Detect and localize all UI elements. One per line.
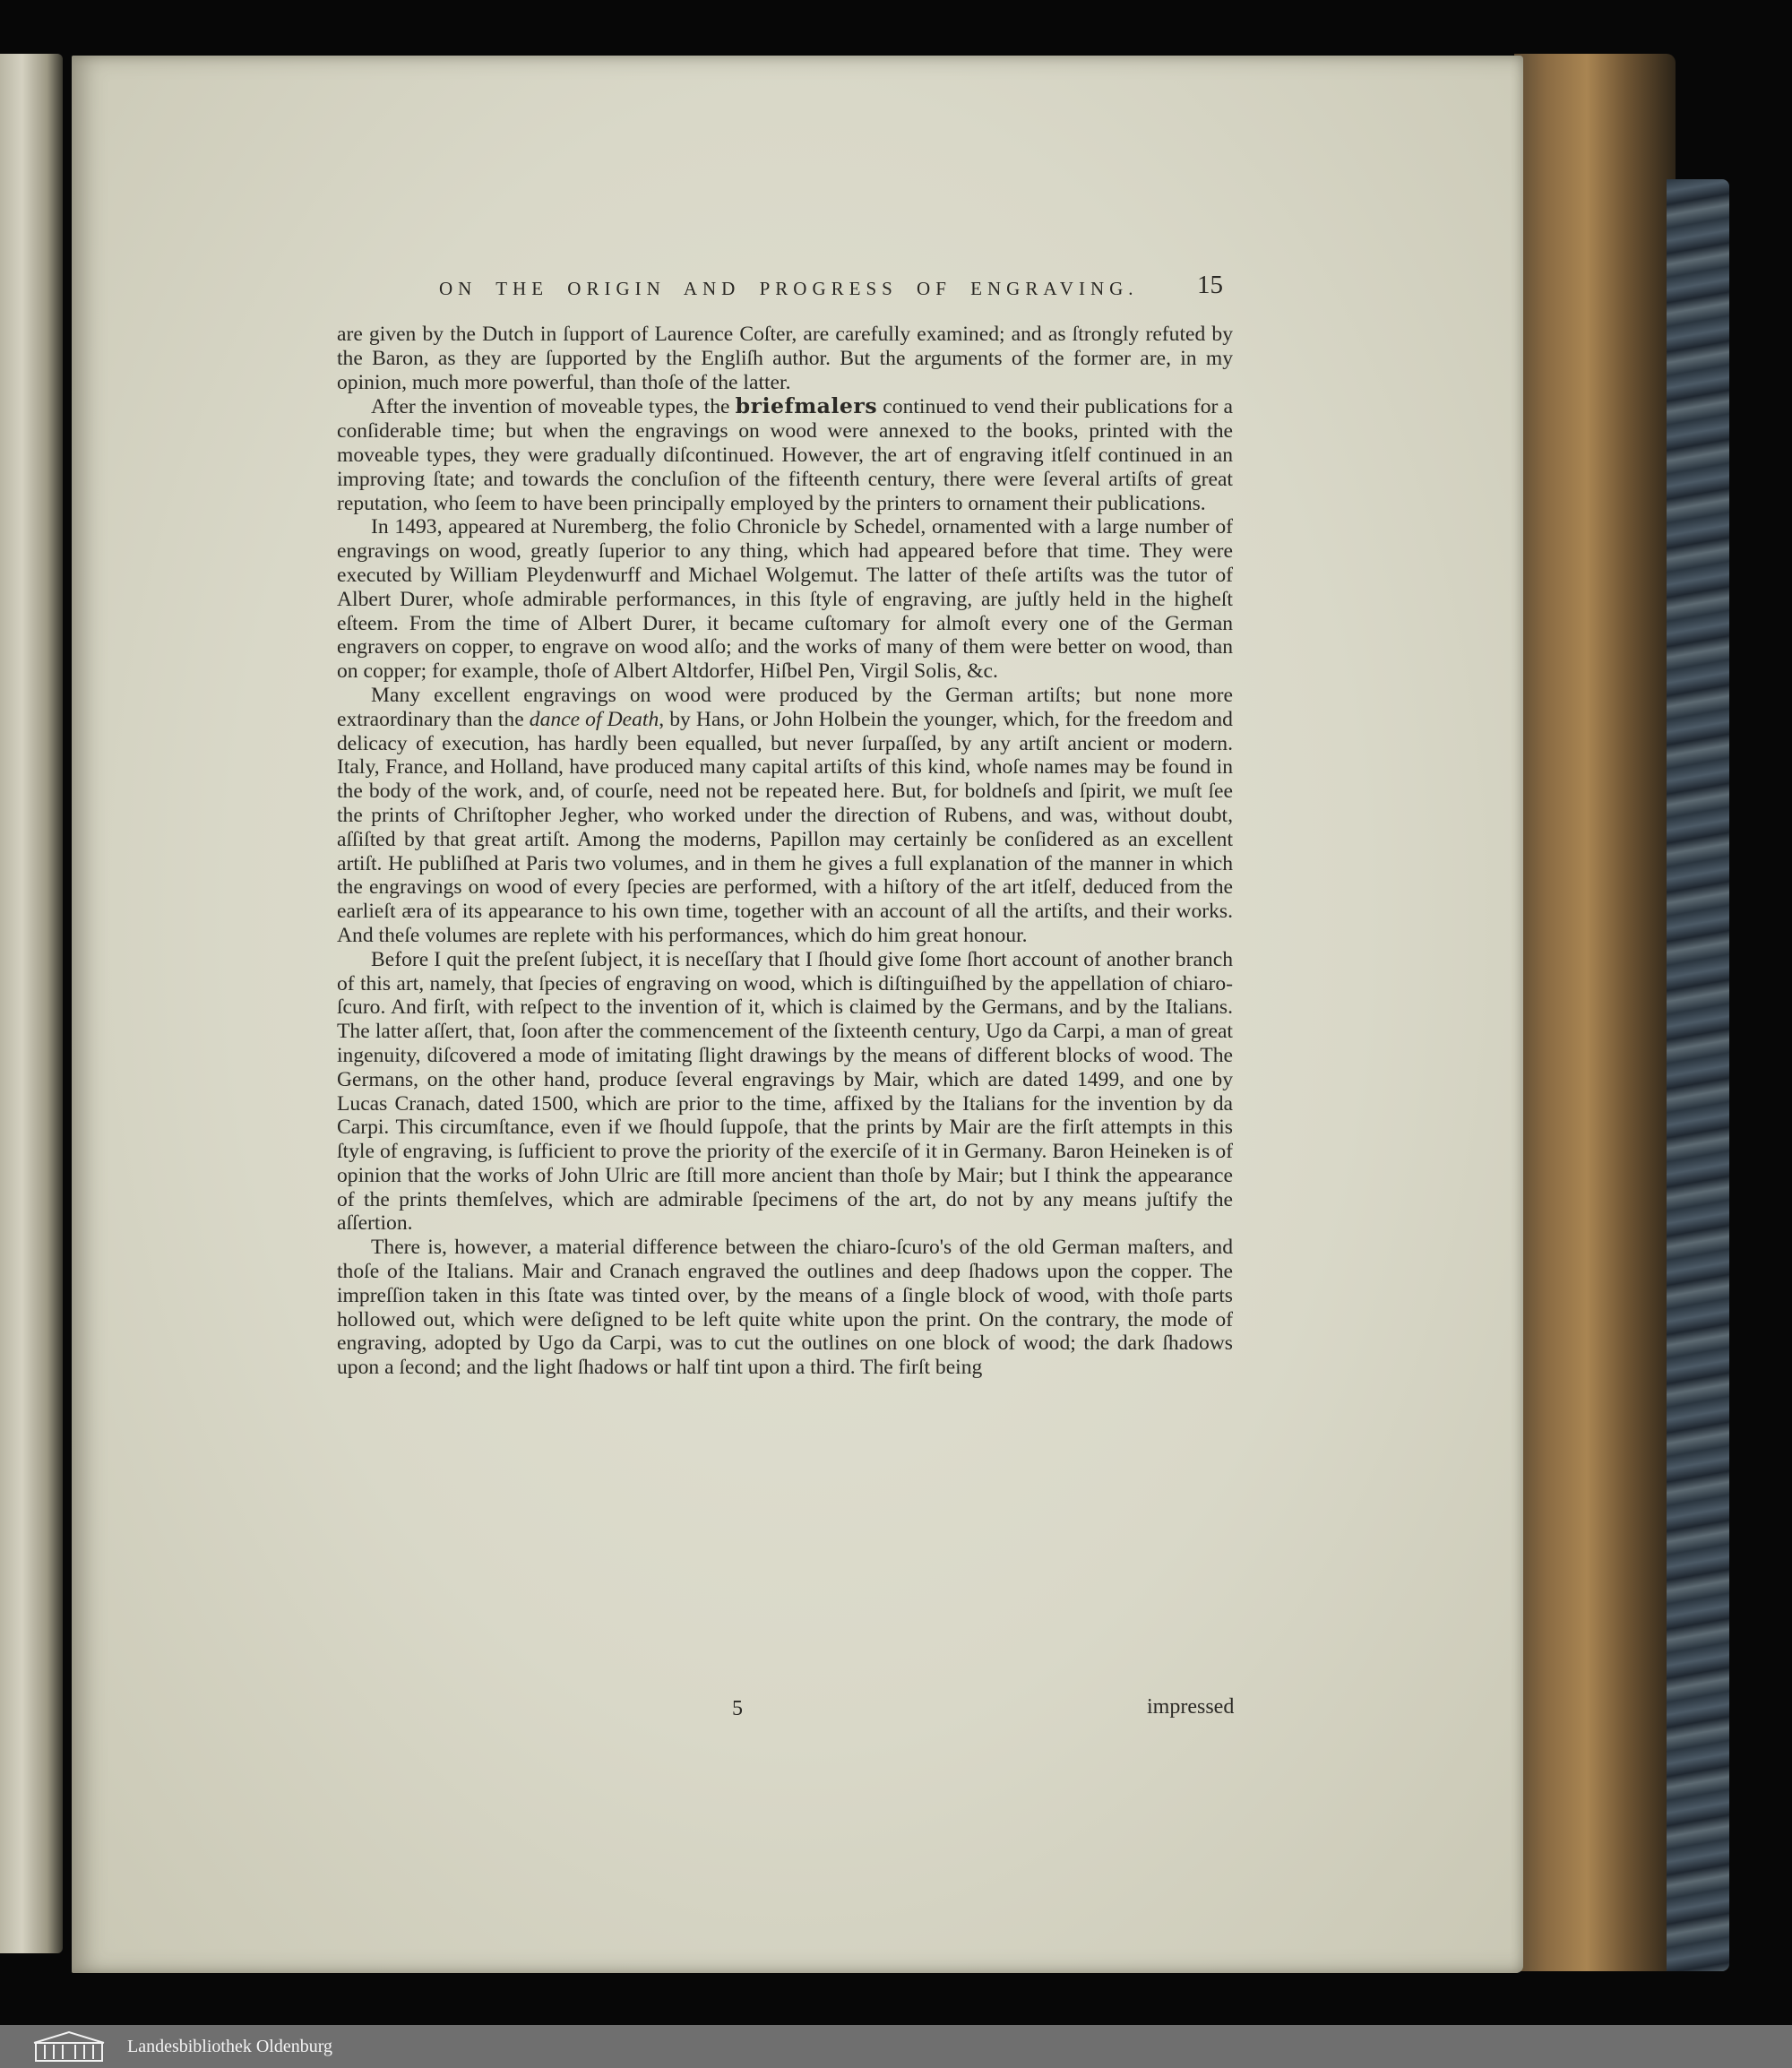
italic-title: dance of Death [529,707,659,731]
paragraph-text: continued to vend their publications for a conſiderable time; but when the engravings on wood were annexed to the books, printed with the moveable types, they were gradually diſcontinued. However, the art of engraving itſelf continued in an improving ſtate; and towards the concluſion of the fifteenth century, there were ſeveral artiſts of great reputation, who ſeem to have been principally employed by the printers to ornament their publications. [337,395,1233,515]
paragraph: In 1493, appeared at Nuremberg, the folio Chronicle by Schedel, ornamented with a large number of engravings on wood, greatly ſuperior to any thing, which had appeared before that time. They were executed by William Pleydenwurff and Michael Wolgemut. The latter of theſe artiſts was the tutor of Albert Durer, whoſe admirable performances, in this ſtyle of engraving, are juſtly held in the higheſt eſteem. From the time of Albert Durer, it became cuſtomary for almoſt every one of the German engravers on copper, to engrave on wood alſo; and the works of many of them were better on wood, than on copper; for example, thoſe of Albert Altdorfer, Hiſbel Pen, Virgil Solis, &c. [337,515,1233,684]
paragraph-text: After the invention of moveable types, the [371,395,736,419]
running-head [439,271,1335,300]
running-title: ON THE ORIGIN AND PROGRESS OF ENGRAVING. [439,278,1139,299]
paragraph-text: , by Hans, or John Holbein the younger, which, for the freedom and delicacy of execution, has hardly been equalled, but never ſurpaſſed, by any artiſt ancient or modern. Italy, France, and Holland, have produced many capital artiſts of this kind, whoſe names may be found in the body of the work, and, of courſe, need not be repeated here. But, for boldneſs and ſpirit, we muſt ſee the prints of Chriſtopher Jegher, who worked under the direction of Rubens, and was, without doubt, aſſiſted by that great artiſt. Among the moderns, Papillon may certainly be conſidered as an excellent artiſt. He publiſhed at Paris two volumes, and in them he gives a full explanation of the manner in which the engravings on wood of every ſpecies are performed, with a hiſtory of the art itſelf, deduced from the earlieſt æra of its appearance to his own time, together with an account of all the artiſts, and their works. And theſe volumes are replete with his performances, which do him great honour. [337,707,1233,947]
paragraph: are given by the Dutch in ſupport of Laurence Coſter, are carefully examined; and as ſtrongly refuted by the Baron, as they are ſupported by the Engliſh author. But the arguments of the former are, in my opinion, much more powerful, than thoſe of the latter. [337,323,1233,394]
body-text [337,323,1233,1380]
marbled-endpaper [1667,179,1729,1971]
book-page [72,56,1523,1973]
paragraph: There is, however, a material difference between the chiaro-ſcuro's of the old German maſters, and thoſe of the Italians. Mair and Cranach engraved the outlines and deep ſhadows upon the copper. The impreſſion taken in this ſtate was tinted over, by the means of a ſingle block of wood, with thoſe parts hollowed out, which were deſigned to be left quite white upon the print. On the contrary, the mode of engraving, adopted by Ugo da Carpi, was to cut the outlines on one block of wood; the dark ſhadows upon a ſecond; and the light ſhadows or half tint upon a third. The firſt being [337,1236,1233,1380]
paragraph: Before I quit the preſent ſubject, it is neceſſary that I ſhould give ſome ſhort account of another branch of this art, namely, that ſpecies of engraving on wood, which is diſtinguiſhed by the appellation of chiaro-ſcuro. And firſt, with reſpect to the invention of it, which is claimed by the Germans, and by the Italians. The latter aſſert, that, ſoon after the commencement of the ſixteenth century, Ugo da Carpi, a man of great ingenuity, diſcovered a mode of imitating ſlight drawings by the means of different blocks of wood. The Germans, on the other hand, produce ſeveral engravings by Mair, which are dated 1499, and one by Lucas Cranach, dated 1500, which are prior to the time, affixed by the Italians for the invention by da Carpi. This circumſtance, even if we ſhould ſuppoſe, that the prints by Mair are the firſt attempts in this ſtyle of engraving, is ſufficient to prove the priority of the exerciſe of it in Germany. Baron Heineken is of opinion that the works of John Ulric are ſtill more ancient than thoſe by Mair; but I think the appearance of the prints themſelves, which are admirable ſpecimens of the art, do not by any means juſtify the aſſertion. [337,947,1233,1236]
footer-bar [0,2025,1792,2068]
catchword: impressed [1147,1695,1235,1719]
signature-mark: 5 [732,1697,743,1720]
book-cover-edge [1514,54,1676,1971]
facing-page-edge [0,54,63,1953]
library-building-icon [29,2029,109,2064]
page-number: 15 [1197,271,1223,299]
paragraph [337,394,1233,515]
library-name: Landesbibliothek Oldenburg [127,2036,333,2056]
paragraph-text: Many excellent engravings on wood were produced by the German artiſts; but none more extraordinary than the [337,683,1233,731]
paragraph [337,684,1233,948]
blackletter-word: briefmalers [735,393,878,419]
